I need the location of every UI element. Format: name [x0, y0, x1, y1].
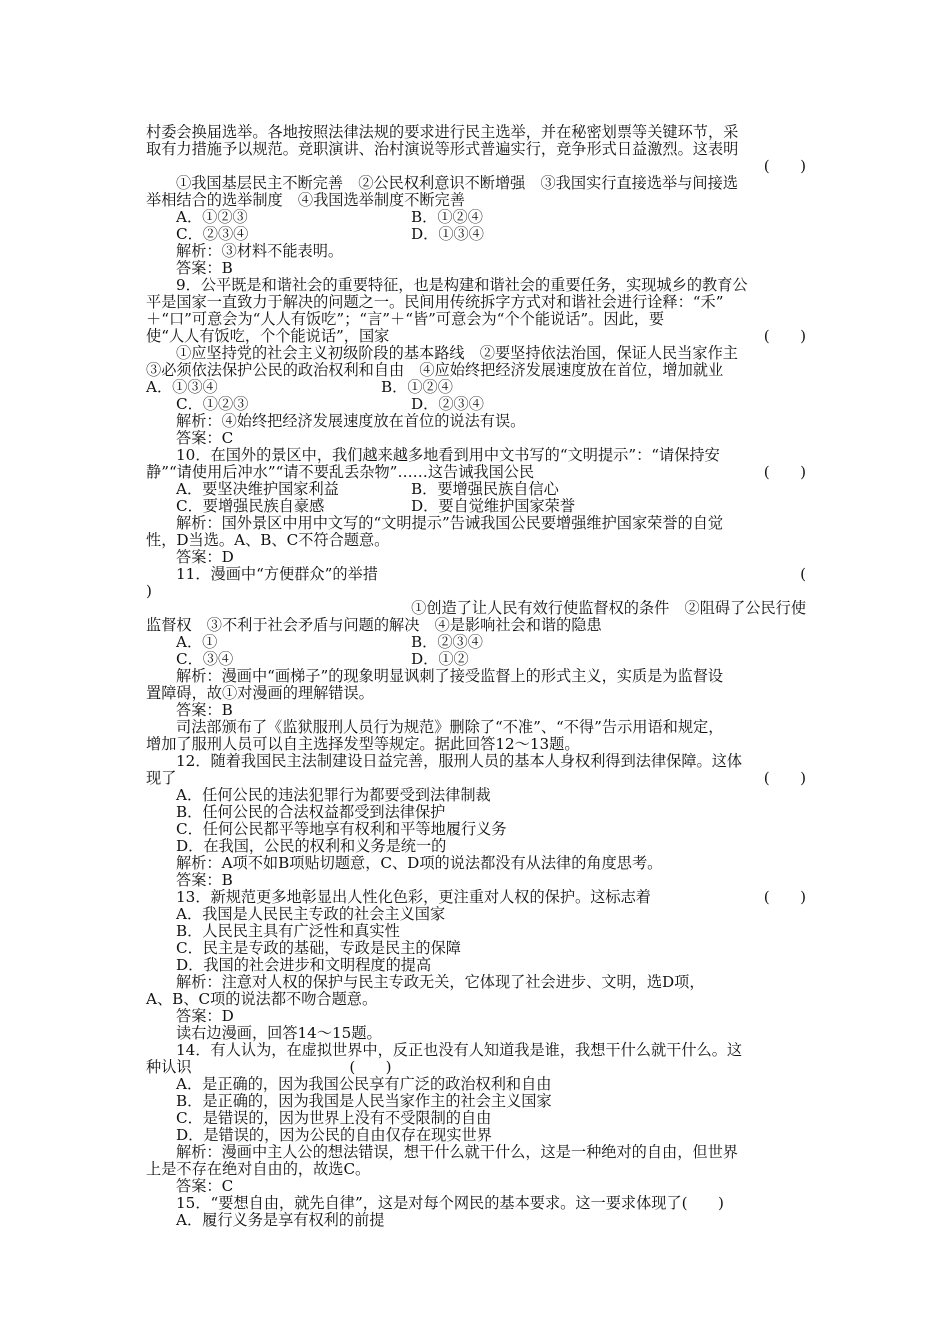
q10-answer: 答案：D: [176, 548, 234, 566]
q13-choice-c: C．民主是专政的基础，专政是民主的保障: [176, 939, 461, 957]
q10-analysis-line: 解析：国外景区中用中文写的“文明提示”告诫我国公民要增强维护国家荣誉的自觉: [176, 514, 724, 532]
q8-options-line: ①我国基层民主不断完善 ②公民权利意识不断增强 ③我国实行直接选举与间接选: [176, 174, 738, 192]
q14-answer: 答案：C: [176, 1177, 234, 1195]
q12-analysis: 解析：A项不如B项贴切题意，C、D项的说法都没有从法律的角度思考。: [176, 854, 663, 872]
q12-choice-a: A．任何公民的违法犯罪行为都要受到法律制裁: [176, 786, 491, 804]
q12-choice-c: C．任何公民都平等地享有权利和平等地履行义务: [176, 820, 507, 838]
q11-choice-d: D．①②: [411, 650, 469, 668]
q11-choice-b: B．②③④: [411, 633, 483, 651]
q8-choice-b: B．①②④: [411, 208, 483, 226]
q14-analysis-line: 上是不存在绝对自由的，故选C。: [146, 1160, 371, 1178]
q8-answer-paren: ( ): [763, 157, 806, 175]
q12-stem-line: 现了 ( ): [146, 769, 806, 787]
q8-choice-a: A．①②③: [176, 208, 248, 226]
q11-stem-line: 11．漫画中“方便群众”的举措 (: [176, 565, 806, 583]
q15-stem-line: 15．“要想自由，就先自律”，这是对每个网民的基本要求。这一要求体现了( ): [176, 1194, 724, 1212]
q9-choices-ab: [146, 379, 806, 396]
q8-choice-d: D．①③④: [411, 225, 484, 243]
q15-answer-paren: ( ): [681, 1194, 724, 1212]
q9-choices-cd: [146, 396, 836, 413]
q11-analysis-line: 解析：漫画中“画梯子”的现象明显讽刺了接受监督上的形式主义，实质是为监督设: [176, 667, 724, 685]
q9-stem-line: 9．公平既是和谐社会的重要特征，也是构建和谐社会的重要任务，实现城乡的教育公: [176, 276, 748, 294]
q13-choice-a: A．我国是人民民主专政的社会主义国家: [176, 905, 446, 923]
q8-stem-line: 村委会换届选举。各地按照法律法规的要求进行民主选举，并在秘密划票等关键环节，采: [146, 123, 739, 141]
q14-choice-b: B．是正确的，因为我国是人民当家作主的社会主义国家: [176, 1092, 552, 1110]
q9-answer: 答案：C: [176, 429, 234, 447]
q11-choice-a: A．①: [176, 633, 218, 651]
q11-choices-ab: [146, 634, 836, 651]
q11-analysis-line: 置障碍，故①对漫画的理解错误。: [146, 684, 374, 702]
q13-choice-d: D．我国的社会进步和文明程度的提高: [176, 956, 432, 974]
q10-choice-b: B．要增强民族自信心: [411, 480, 559, 498]
q14-answer-paren: ( ): [349, 1058, 392, 1076]
q14-choice-c: C．是错误的，因为世界上没有不受限制的自由: [176, 1109, 492, 1127]
q12-stem-line: 12．随着我国民主法制建设日益完善，服刑人员的基本人身权利得到法律保障。这体: [176, 752, 743, 770]
q8-choice-c: C．②③④: [176, 225, 249, 243]
q13-answer-paren: ( ): [763, 888, 806, 906]
q11-options-line: 监督权 ③不利于社会矛盾与问题的解决 ④是影响社会和谐的隐患: [146, 616, 602, 634]
q9-choice-b: B．①②④: [381, 378, 453, 396]
q10-stem-line: 10．在国外的景区中，我们越来越多地看到用中文书写的“文明提示”：“请保持安: [176, 446, 720, 464]
q10-answer-paren: ( ): [763, 463, 806, 481]
q9-stem-line: 平是国家一直致力于解决的问题之一。民间用传统拆字方式对和谐社会进行诠释：“禾”: [146, 293, 724, 311]
q13-stem-line: 13．新规范更多地彰显出人性化色彩，更注重对人权的保护。这标志着 ( ): [176, 888, 806, 906]
q14-choice-d: D．是错误的，因为公民的自由仅存在现实世界: [176, 1126, 492, 1144]
q9-options-line: ①应坚持党的社会主义初级阶段的基本路线 ②要坚持依法治国，保证人民当家作主: [176, 344, 738, 362]
q8-choices-cd: [146, 226, 836, 243]
q9-stem-line: 使“人人有饭吃，个个能说话”，国家 ( ): [146, 327, 806, 345]
q11-answer: 答案：B: [176, 701, 233, 719]
q10-choices-ab: [146, 481, 836, 498]
q12-choice-b: B．任何公民的合法权益都受到法律保护: [176, 803, 446, 821]
q14-stem-line: 14．有人认为，在虚拟世界中，反正也没有人知道我是谁，我想干什么就干什么。这: [176, 1041, 743, 1059]
q9-analysis: 解析：④始终把经济发展速度放在首位的说法有误。: [176, 412, 526, 430]
q11-choice-c: C．③④: [176, 650, 234, 668]
q9-choice-a: A．①③④: [146, 378, 218, 396]
q9-answer-paren: ( ): [763, 327, 806, 345]
q11-options-line: ①创造了让人民有效行使监督权的条件 ②阻碍了公民行使: [411, 599, 806, 617]
q15-choice-a: A．履行义务是享有权利的前提: [176, 1211, 385, 1229]
q11-paren-open: (: [800, 565, 806, 583]
q8-answer: 答案：B: [176, 259, 233, 277]
q10-choice-c: C．要增强民族自豪感: [176, 497, 325, 515]
q11-paren-close: ): [146, 582, 152, 600]
q12-choice-d: D．在我国，公民的权利和义务是统一的: [176, 837, 447, 855]
q8-stem-line: 取有力措施予以规范。竞职演讲、治村演说等形式普遍实行，竞争形式日益激烈。这表明: [146, 140, 739, 158]
q14-analysis-line: 解析：漫画中主人公的想法错误，想干什么就干什么，这是一种绝对的自由，但世界: [176, 1143, 738, 1161]
q8-choices-ab: [146, 209, 836, 226]
q13-analysis-line: A、B、C项的说法都不吻合题意。: [146, 990, 378, 1008]
q9-stem-line: ＋“口”可意会为“人人有饭吃”；“言”＋“皆”可意会为“个个能说话”。因此，要: [146, 310, 665, 328]
q13-choice-b: B．人民民主具有广泛性和真实性: [176, 922, 400, 940]
q9-options-line: ③必须依法保护公民的政治权利和自由 ④应始终把经济发展速度放在首位，增加就业: [146, 361, 724, 379]
q11-choices-cd: [146, 651, 836, 668]
intro-12-13-line: 增加了服刑人员可以自主选择发型等规定。据此回答12～13题。: [146, 735, 580, 753]
q10-choice-a: A．要坚决维护国家利益: [176, 480, 339, 498]
q12-answer-paren: ( ): [763, 769, 806, 787]
q14-choice-a: A．是正确的，因为我国公民享有广泛的政治权利和自由: [176, 1075, 552, 1093]
q12-answer: 答案：B: [176, 871, 233, 889]
q8-analysis: 解析：③材料不能表明。: [176, 242, 344, 260]
q13-analysis-line: 解析：注意对人权的保护与民主专政无关，它体现了社会进步、文明，选D项，: [176, 973, 705, 991]
intro-12-13-line: 司法部颁布了《监狱服刑人员行为规范》删除了“不准”、“不得”告示用语和规定，: [176, 718, 724, 736]
q13-answer: 答案：D: [176, 1007, 234, 1025]
q10-stem-line: 静”“请使用后冲水”“请不要乱丢杂物”……这告诫我国公民 ( ): [146, 463, 806, 481]
q14-stem-line: 种认识 ( ): [146, 1058, 392, 1076]
q8-options-line: 举相结合的选举制度 ④我国选举制度不断完善: [146, 191, 465, 209]
intro-14-15: 读右边漫画，回答14～15题。: [176, 1024, 382, 1042]
q10-choices-cd: [146, 498, 836, 515]
q9-choice-c: C．①②③: [176, 395, 249, 413]
q9-choice-d: D．②③④: [411, 395, 484, 413]
q10-analysis-line: 性，D当选。A、B、C不符合题意。: [146, 531, 390, 549]
q10-choice-d: D．要自觉维护国家荣誉: [411, 497, 576, 515]
